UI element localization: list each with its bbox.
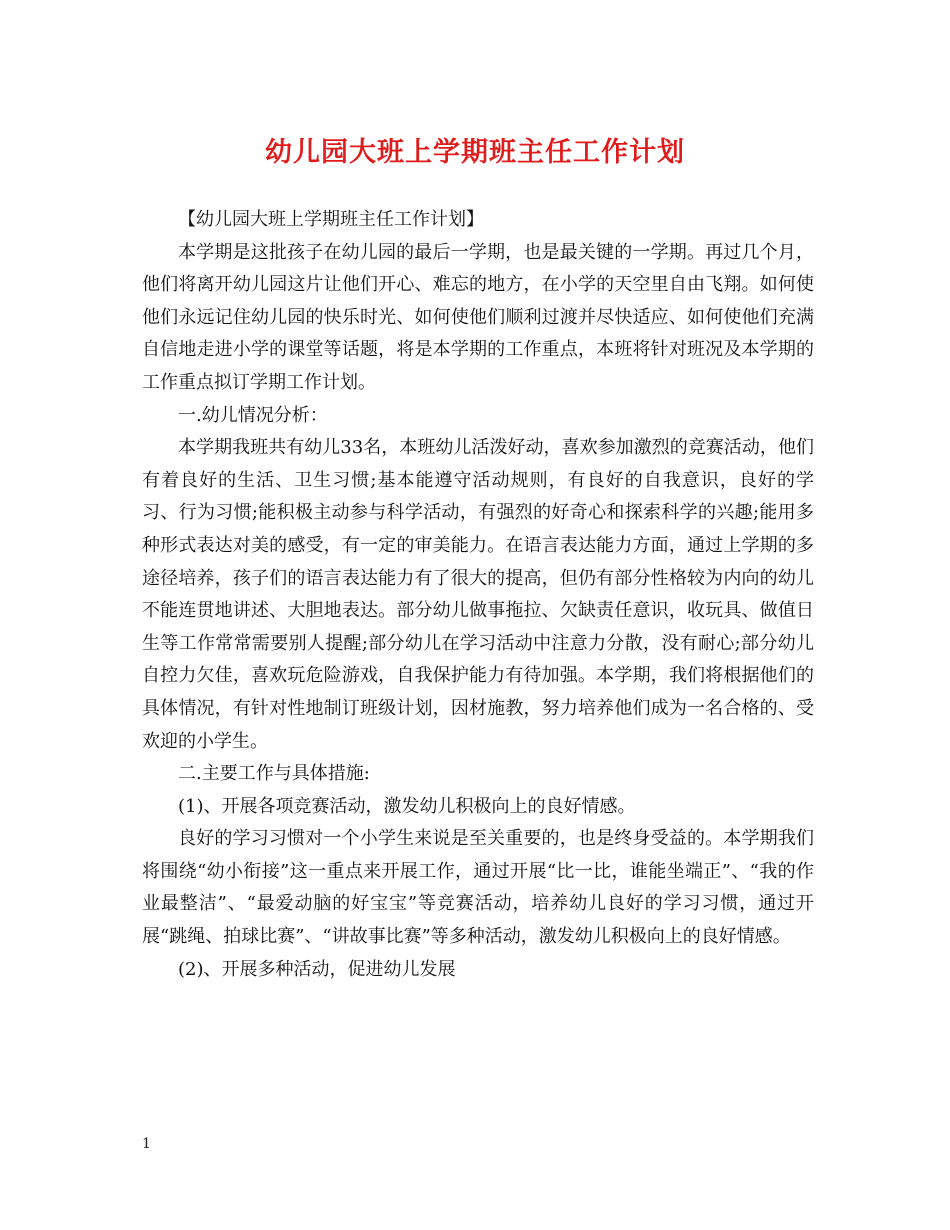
section-heading-2: 二.主要工作与具体措施: (178, 763, 370, 785)
section-heading-1: 一.幼儿情况分析： (178, 404, 328, 426)
document-title: 幼儿园大班上学期班主任工作计划 (265, 137, 685, 168)
subsection-heading-2: (2)、开展多种活动，促进幼儿发展 (178, 958, 456, 980)
paragraph-subtitle: 【幼儿园大班上学期班主任工作计划】 (178, 209, 484, 230)
paragraph-analysis: 本学期我班共有幼儿33名，本班幼儿活泼好动，喜欢参加激烈的竞赛活动，他们有着良好的生活、卫生习惯;基本能遵守活动规则，有良好的自我意识，良好的学习、行为习惯;能积极主动参与科学活动，有强烈的好奇心和探索科学的兴趣;能用多种形式表达对美的感受，有一定的审美能力。在语言表达能力方面，通过上学期的多途径培养，孩子们的语言表达能力有了很大的提高，但仍有部分性格较为内向的幼儿不能连贯地讲述、大胆地表达。部分幼儿做事拖拉、欠缺责任意识，收玩具、做值日生等工作常常需要别人提醒;部分幼儿在学习活动中注意力分散，没有耐心;部分幼儿自控力欠佳，喜欢玩危险游戏，自我保护能力有待加强。本学期，我们将根据他们的具体情况，有针对性地制订班级计划，因材施教，努力培养他们成为一名合格的、受欢迎的小学生。 (142, 437, 814, 752)
paragraph-competitions: 良好的学习习惯对一个小学生来说是至关重要的，也是终身受益的。本学期我们将围绕“幼小衔接”这一重点来开展工作，通过开展“比一比，谁能坐端正”、“我的作业最整洁”、“最爱动脑的好宝宝”等竞赛活动，培养幼儿良好的学习习惯，通过开展“跳绳、拍球比赛”、“讲故事比赛”等多种活动，激发幼儿积极向上的良好情感。 (142, 828, 814, 948)
document-body (142, 204, 814, 986)
subsection-heading-1: (1)、开展各项竞赛活动，激发幼儿积极向上的良好情感。 (178, 795, 636, 817)
page-number: 1 (142, 1136, 151, 1152)
paragraph-intro: 本学期是这批孩子在幼儿园的最后一学期，也是最关键的一学期。再过几个月，他们将离开幼儿园这片让他们开心、难忘的地方，在小学的天空里自由飞翔。如何使他们永远记住幼儿园的快乐时光、如何使他们顺利过渡并尽快适应、如何使他们充满自信地走进小学的课堂等话题，将是本学期的工作重点，本班将针对班况及本学期的工作重点拟订学期工作计划。 (142, 241, 814, 393)
